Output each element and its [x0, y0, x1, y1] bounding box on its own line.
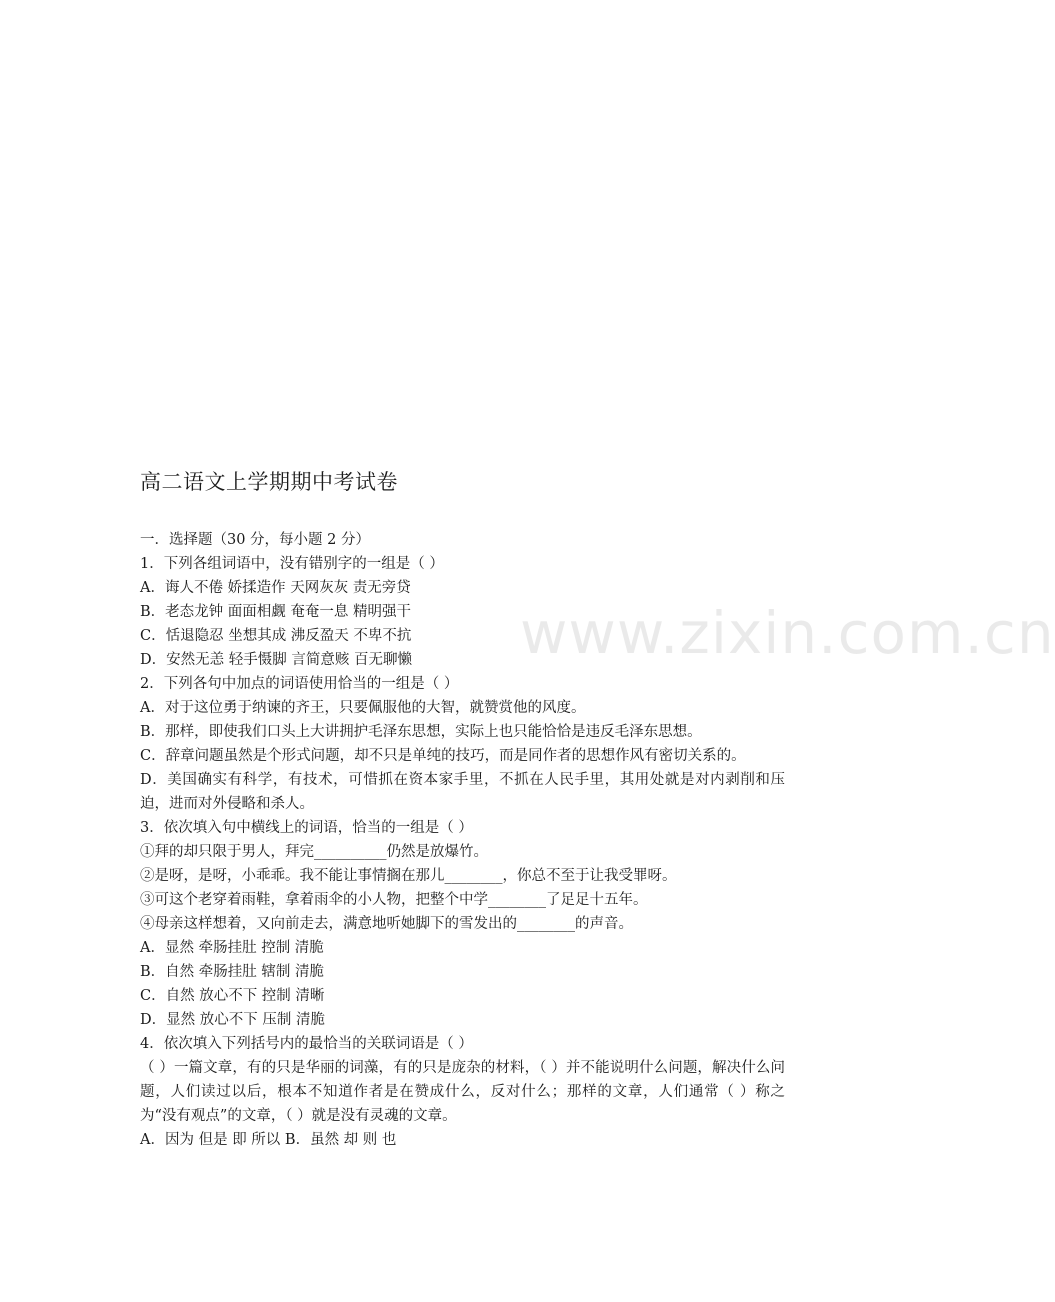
question-2-option-a: A．对于这位勇于纳谏的齐王，只要佩服他的大智，就赞赏他的风度。	[140, 700, 586, 716]
question-3-sentence-2: ②是呀，是呀，小乖乖。我不能让事情搁在那儿________，你总不至于让我受罪呀。	[140, 868, 677, 884]
question-3-option-a: A．显然 牵肠挂肚 控制 清脆	[140, 940, 324, 956]
question-3-sentence-4: ④母亲这样想着，又向前走去，满意地听她脚下的雪发出的________的声音。	[140, 916, 633, 932]
section-heading: 一．选择题（30 分，每小题 2 分）	[140, 532, 371, 548]
watermark: www.zixin.com.cn	[520, 599, 1055, 667]
question-1-option-d: D．安然无恙 轻手慑脚 言简意赅 百无聊懒	[140, 652, 412, 668]
question-4-passage: （ ）一篇文章，有的只是华丽的词藻，有的只是庞杂的材料，（ ）并不能说明什么问题，解决什么问题，人们读过以后，根本不知道作者是在赞成什么，反对什么；那样的文章，人们通常（ ）称之为“没有观点”的文章，（ ）就是没有灵魂的文章。	[140, 1060, 785, 1124]
question-1-option-b: B．老态龙钟 面面相觑 奄奄一息 精明强干	[140, 604, 411, 620]
question-3-option-b: B．自然 牵肠挂肚 辖制 清脆	[140, 964, 324, 980]
question-3-sentence-3: ③可这个老穿着雨鞋，拿着雨伞的小人物，把整个中学________了足足十五年。	[140, 892, 648, 908]
question-4-stem: 4．依次填入下列括号内的最恰当的关联词语是（ ）	[140, 1036, 473, 1052]
question-2-option-c: C．辞章问题虽然是个形式问题，却不只是单纯的技巧，而是同作者的思想作风有密切关系的。	[140, 748, 746, 764]
question-2-option-d: D．美国确实有科学，有技术，可惜抓在资本家手里，不抓在人民手里，其用处就是对内剥削和压迫，进而对外侵略和杀人。	[140, 772, 785, 812]
question-3-sentence-1: ①拜的却只限于男人，拜完__________仍然是放爆竹。	[140, 844, 488, 860]
document-body	[140, 528, 785, 1152]
question-4-options: A．因为 但是 即 所以 B．虽然 却 则 也	[140, 1132, 397, 1148]
question-1-option-c: C．恬退隐忍 坐想其成 沸反盈天 不卑不抗	[140, 628, 412, 644]
question-2-option-b: B．那样，即使我们口头上大讲拥护毛泽东思想，实际上也只能恰恰是违反毛泽东思想。	[140, 724, 702, 740]
question-1-stem: 1．下列各组词语中，没有错别字的一组是（ ）	[140, 556, 444, 572]
question-3-option-d: D．显然 放心不下 压制 清脆	[140, 1012, 325, 1028]
question-2-stem: 2．下列各句中加点的词语使用恰当的一组是（ ）	[140, 676, 459, 692]
question-3-option-c: C．自然 放心不下 控制 清晰	[140, 988, 325, 1004]
question-3-stem: 3．依次填入句中横线上的词语，恰当的一组是（ ）	[140, 820, 473, 836]
page-title: 高二语文上学期期中考试卷	[140, 470, 398, 494]
question-1-option-a: A．诲人不倦 娇揉造作 天网灰灰 责无旁贷	[140, 580, 411, 596]
